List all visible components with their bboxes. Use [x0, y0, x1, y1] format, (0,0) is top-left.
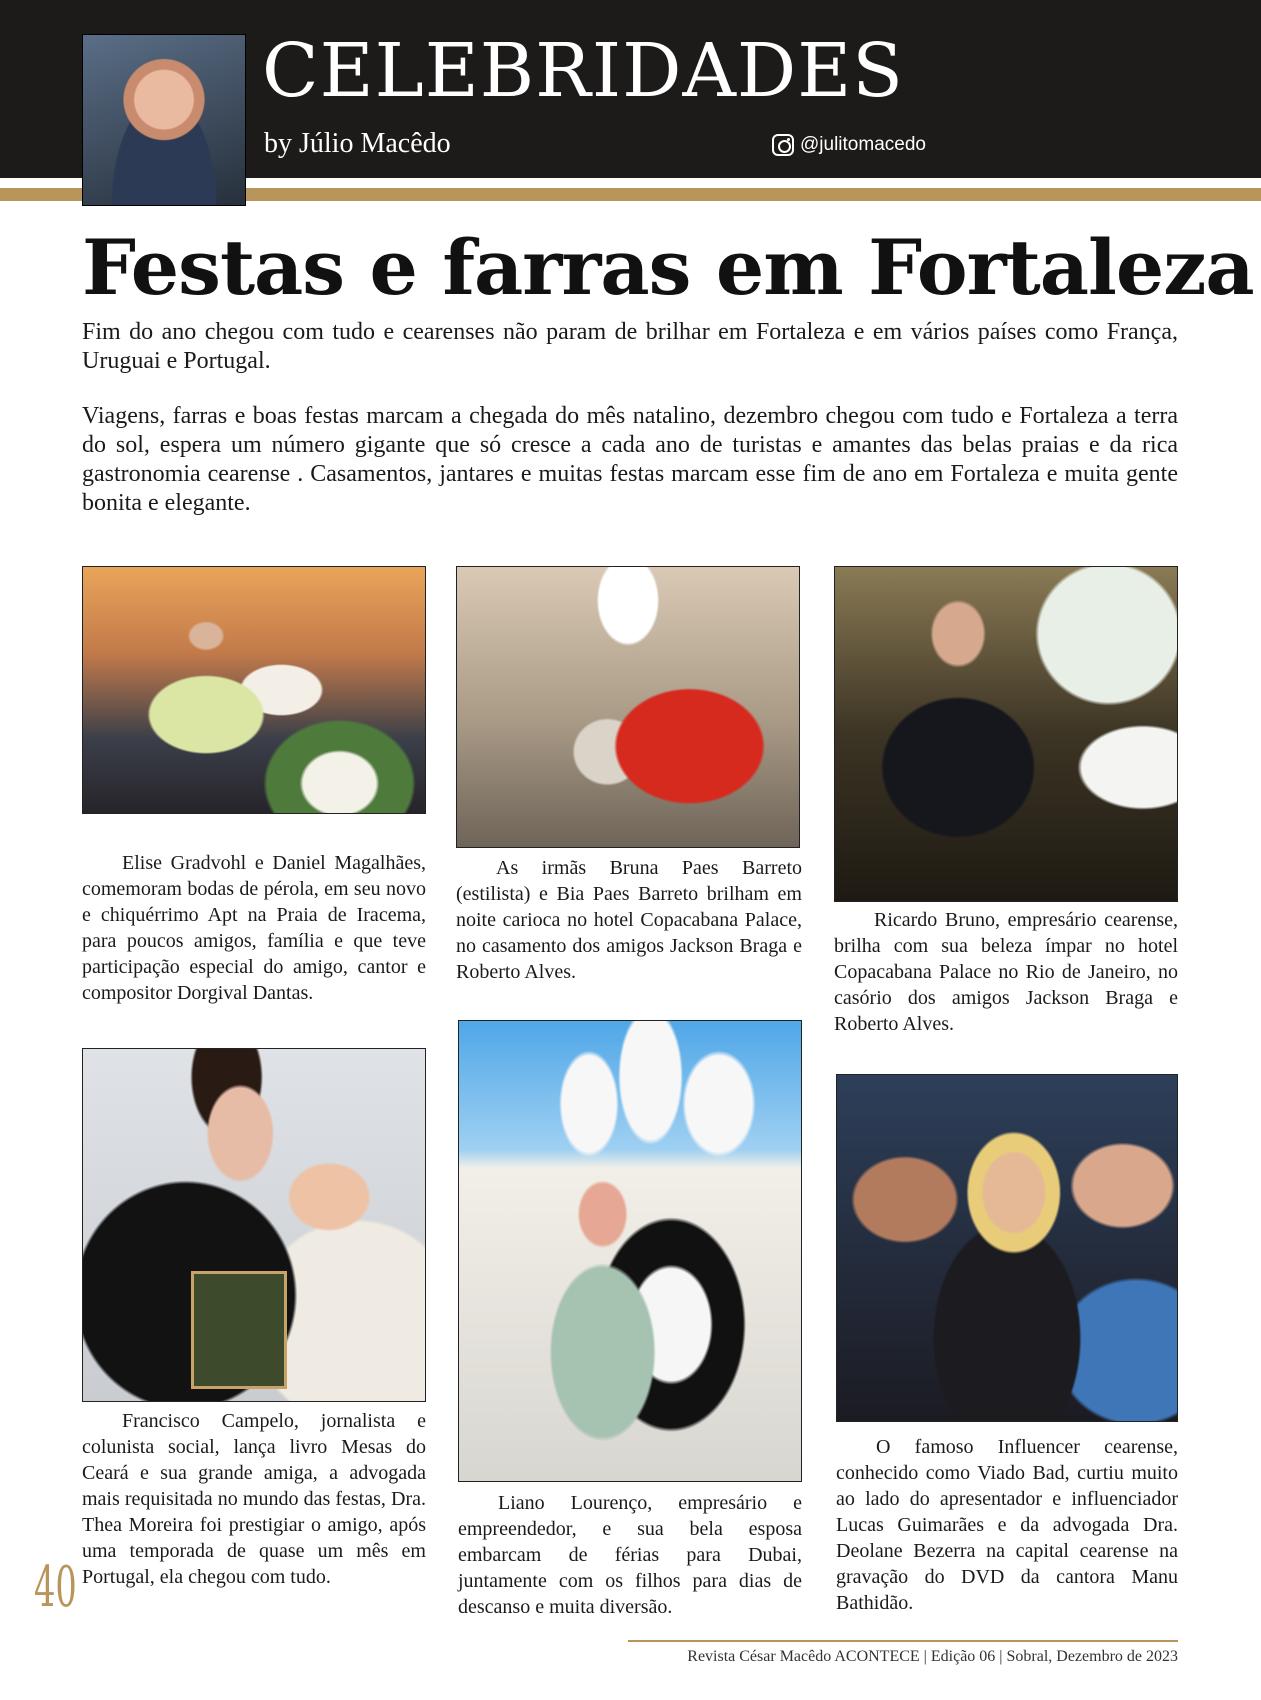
photo-caption: Liano Lourenço, empresário e empreendedor, e sua bela esposa embarcam de férias para Dubai, juntamente com os filhos para dias de descanso e muita diversão. [458, 1492, 802, 1618]
columnist-portrait [82, 34, 246, 206]
article-intro-1: Fim do ano chegou com tudo e cearenses não param de brilhar em Fortaleza e em vários países como França, Uruguai e Portugal. [82, 319, 1178, 374]
footer-divider [628, 1640, 1178, 1642]
column-title: CELEBRIDADES [262, 28, 904, 114]
article-headline: Festas e farras em Fortaleza [82, 223, 1254, 312]
photo-caption: Ricardo Bruno, empresário cearense, brilha com sua beleza ímpar no hotel Copacabana Palace no Rio de Janeiro, no casório dos amigos Jackson Braga e Roberto Alves. [834, 909, 1178, 1035]
photo-sisters-copacabana [456, 566, 800, 848]
instagram-icon [772, 134, 794, 156]
photo-book-launch [82, 1048, 426, 1402]
photo-caption: O famoso Influencer cearense, conhecido como Viado Bad, curtiu muito ao lado do apresentador e influenciador Lucas Guimarães e da advogada Dra. Deolane Bezerra na capital cearense na gravação do DVD da cantora Manu Bathidão. [836, 1436, 1178, 1614]
photo-caption: Francisco Campelo, jornalista e colunista social, lança livro Mesas do Ceará e sua grande amiga, a advogada mais requisitada no mundo das festas, Dra. Thea Moreira foi prestigiar o amigo, após uma temporada de quase um mês em Portugal, ela chegou com tudo. [82, 1410, 426, 1588]
photo-man-tuxedo [834, 566, 1178, 902]
photo-couple-dubai-mosque [458, 1020, 802, 1482]
instagram-handle-text: @julitomacedo [800, 134, 926, 155]
photo-caption: As irmãs Bruna Paes Barreto (estilista) e Bia Paes Barreto brilham em noite carioca no hotel Copacabana Palace, no casamento dos amigos Jackson Braga e Roberto Alves. [456, 857, 802, 983]
photo-party-selfie [836, 1074, 1178, 1422]
column-byline: by Júlio Macêdo [264, 128, 451, 159]
photo-caption: Elise Gradvohl e Daniel Magalhães, comemoram bodas de pérola, em seu novo e chiquérrimo Apt na Praia de Iracema, para poucos amigos, família e que teve participação especial do amigo, cantor e compositor Dorgival Dantas. [82, 852, 426, 1004]
footer-publication-info: Revista César Macêdo ACONTECE | Edição 06 | Sobral, Dezembro de 2023 [687, 1648, 1178, 1665]
article-intro-2: Viagens, farras e boas festas marcam a chegada do mês natalino, dezembro chegou com tudo e Fortaleza a terra do sol, espera um número gigante que só cresce a cada ano de turistas e amantes das belas praias e da rica gastronomia cearense . Casamentos, jantares e muitas festas marcam esse fim de ano em Fortaleza e muita gente bonita e elegante. [82, 403, 1178, 516]
page-number: 40 [34, 1555, 77, 1620]
book-cover-image [191, 1271, 287, 1389]
instagram-handle [772, 134, 926, 156]
photo-couple-anniversary [82, 566, 426, 814]
